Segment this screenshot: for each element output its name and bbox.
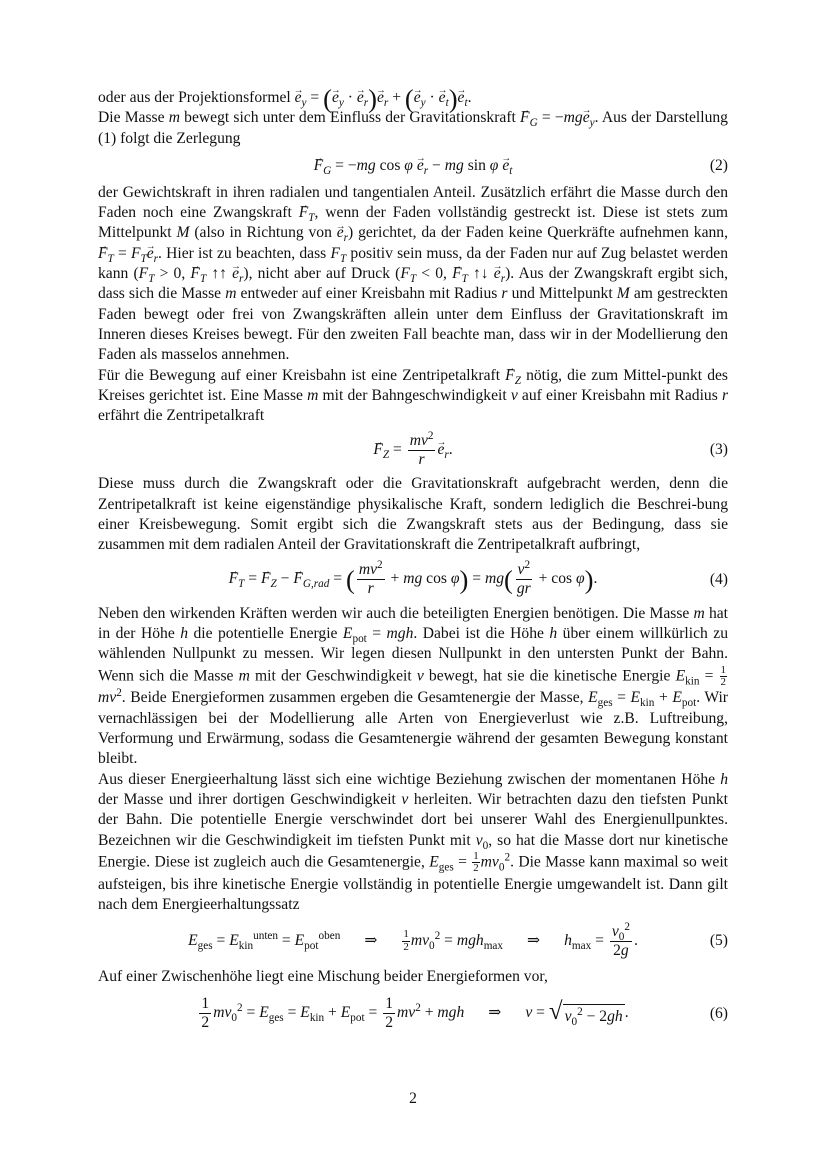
subscript: pot: [350, 1012, 365, 1025]
equation-number: (6): [709, 1004, 728, 1022]
text-span: bewegt sich unter dem Einfluss der Gravitationskraft: [180, 109, 521, 127]
text-span: am gestreckten Faden bewegt oder frei von Zwangskräften allein unter dem Einfluss der Gravitationskraft im Inneren dieses Kreises bewegt. Für den zweiten Fall beachte man, dass wir in der Modellierung den Faden als masselos annehmen.: [98, 285, 728, 364]
paragraph-energien: Neben den wirkenden Kräften werden wir auch die beteiligten Energien benötigen. Die Masse m hat in der Höhe h die potentielle Energie $E_{pot}$ = mgh. Dabei ist die Höhe h über einem willkürlich zu wählenden Nullpunkt zu messen. Wir legen diesen Nullpunkt in den untersten Punkt der Bahn. Wenn sich die Masse m mit der Geschwindigkeit v bewegt, hat sie die kinetische Energie $E_{kin}$ = $\frac{1}{2}$ $mv^2$. Beide Energieformen zusammen ergeben die Gesamtenergie der Masse, $E_{ges} = E_{kin} + E_{pot}$. Wir vernachlässigen bei der Modellierung alle Arten von Energieverlust wie z.B. Luftreibung, Verformung und Erwärmung, sodass die Gesamtenergie während der gesamten Bewegung konstant bleibt.: [98, 604, 729, 768]
subscript: pot: [681, 697, 697, 710]
text-span: auf einer Kreisbahn mit Radius: [517, 386, 722, 404]
text-span: über einem willkürlich zu wählenden Nullpunkt zu messen. Wir legen diesen Nullpunkt in den untersten Punkt der Bahn. Wenn sich die Masse: [98, 624, 728, 685]
text-span: der Gewichtskraft in ihren radialen und tangentialen Anteil. Zusätzlich erfährt die Masse durch den Faden noch eine Zwangskraft: [98, 183, 728, 222]
subscript: ges: [438, 861, 454, 874]
paragraph-bedingung: Diese muss durch die Zwangskraft oder die Gravitationskraft aufgebracht werden, denn die Zentripetalkraft ist keine eigenständige physikalische Kraft, sondern lediglich die Beschrei-bung einer Kreisbewegung. Somit ergibt sich die Zwangskraft stets aus der Bedingung, dass sie zusammen mit dem radialen Anteil der Gravitationskraft die Zentripetalkraft aufbringt,: [98, 475, 728, 554]
equation-number: (4): [709, 570, 728, 588]
text-span: bewegt, hat sie die kinetische Energie: [423, 667, 676, 685]
equation-3: → $F_Z$ = $\frac{mv^2}{r}$ → $e_r$. (3): [98, 426, 728, 474]
subscript: max: [483, 940, 504, 953]
superscript: oben: [318, 929, 341, 942]
text-span: Die Masse: [98, 109, 169, 127]
text-span: . Dabei ist die Höhe: [413, 624, 550, 642]
equation-number: (2): [709, 156, 728, 174]
paragraph-zentripetal: Für die Bewegung auf einer Kreisbahn ist eine Zentripetalkraft → $F_Z$ nötig, die zum Mittel-punkt des Kreises gerichtet ist. Eine Masse m mit der Bahngeschwindigkeit v auf einer Kreisbahn mit Radius r erfährt die Zentripetalkraft: [98, 366, 728, 427]
text-span: Neben den wirkenden Kräften werden wir auch die beteiligten Energien benötigen. Die Masse: [98, 604, 694, 622]
equation-6: $\frac{1}{2}$ $mv_0^2 = E_{ges} = E_{kin} + E_{pot}$ = $\frac{1}{2}$ $mv^2$ + mgh ⇒ v = √ $v_0^2 - 2gh$ . (6): [201, 995, 728, 1032]
text-span: mit der Geschwindigkeit: [249, 667, 417, 685]
paragraph-zwischenhoehe: Auf einer Zwischenhöhe liegt eine Mischung beider Energieformen vor,: [98, 968, 548, 986]
text-span: die potentielle Energie: [188, 624, 343, 642]
equation-4: → $F_T$ = → $F_Z$ − → $F_{G,rad}$ = ( $\frac{mv^2}{r}$ + mg cos φ) = mg( $\frac{v^2}{gr}$ + cos φ). (4): [98, 556, 728, 604]
subscript: kin: [238, 940, 254, 953]
text-span: positiv sein muss, da der Faden nur auf Zug belastet werden kann (: [98, 244, 728, 283]
subscript: kin: [685, 675, 700, 688]
subscript: pot: [352, 633, 367, 646]
text-span: der Masse und ihrer dortigen Geschwindigkeit: [98, 790, 402, 808]
equation-number: (5): [709, 932, 728, 950]
text-span: Für die Bewegung auf einer Kreisbahn ist eine Zentripetalkraft: [98, 366, 506, 384]
text-span: Aus dieser Energieerhaltung lässt sich eine wichtige Beziehung zwischen der momentanen Höhe: [98, 770, 721, 788]
subscript: kin: [309, 1012, 325, 1025]
page-number: 2: [409, 1090, 417, 1107]
equation-5: $E_{ges} = E_{kin}^{unten} = E_{pot}^{oben}$ ⇒ $\frac{1}{2}$ $mv_0^2 = mgh_{max}$ ⇒ $h_{max}$ = $\frac{v_0^2}{2g}$ . (5): [188, 920, 728, 959]
text-span: oder aus der Projektionsformel: [98, 89, 295, 106]
subscript: ges: [597, 697, 613, 710]
text-span: mit der Bahngeschwindigkeit: [318, 386, 511, 404]
subscript: G,rad: [302, 578, 330, 591]
text-span: . Wir vernachlässigen bei der Modellierung alle Arten von Energieverlust wie z.B. Luftreibung, Verformung und Erwärmung, sodass die Gesamtenergie während der gesamten Bewegung konstant bleibt.: [98, 689, 729, 768]
text-span: . Die Masse kann maximal so weit aufsteigen, bis ihre kinetische Energie vollständig in potentielle Energie umgewandelt ist. Dann gilt nach dem Energieerhaltungssatz: [98, 853, 729, 914]
subscript: max: [571, 940, 592, 953]
text-span: . Hier ist zu beachten, dass: [158, 244, 331, 262]
text-span: , wenn der Faden vollständig gestreckt ist. Diese ist stets zum Mittelpunkt: [98, 204, 728, 242]
superscript: unten: [253, 929, 279, 942]
paragraph-gravitation: Die Masse m bewegt sich unter dem Einfluss der Gravitationskraft → $F_G = -mg\to e_y$. Aus der Darstellung (1) folgt die Zerlegung: [98, 108, 728, 149]
subscript: pot: [304, 940, 319, 953]
text-span: ). Aus der Zwangskraft ergibt sich, dass sich die Masse: [98, 265, 729, 303]
text-span: . Beide Energieformen zusammen ergeben die Gesamtenergie der Masse,: [121, 689, 589, 707]
subscript: ges: [197, 940, 213, 953]
subscript: kin: [640, 697, 655, 710]
equation-2: → $F_G = -mg$ $\cos \varphi \to e_r$ − mg $\sin \varphi \to e_t$ (2): [98, 149, 728, 183]
text-span: erfährt die Zentripetalkraft: [98, 407, 265, 425]
text-span: , so hat die Masse dort nur kinetische Energie. Diese ist zugleich auch die Gesamtenergie,: [98, 831, 728, 871]
text-span: ) gerichtet, da der Faden keine Querkräfte aufnehmen kann,: [348, 224, 728, 242]
text-span: herleiten. Wir betrachten dazu den tiefsten Punkt der Bahn. Die potentielle Energie verschwindet dort bei unserer Wahl des Energienullpunktes. Bezeichnen wir die Geschwindigkeit im tiefsten Punkt mit: [98, 790, 728, 849]
document-page: [98, 83, 729, 1040]
text-span: . Aus der Darstellung (1) folgt die Zerlegung: [98, 109, 728, 147]
text-span: ), nicht aber auf Druck (: [243, 265, 401, 283]
text-span: hat in der Höhe: [98, 604, 728, 642]
equation-number: (3): [709, 441, 728, 459]
paragraph-energieerhaltung: Aus dieser Energieerhaltung lässt sich eine wichtige Beziehung zwischen der momentanen Höhe h der Masse und ihrer dortigen Geschwindigkeit v herleiten. Wir betrachten dazu den tiefsten Punkt der Bahn. Die potentielle Energie verschwindet dort bei unserer Wahl des Energienullpunktes. Bezeichnen wir die Geschwindigkeit im tiefsten Punkt mit $v_0$, so hat die Masse dort nur kinetische Energie. Diese ist zugleich auch die Gesamtenergie, $E_{ges}$ = $\frac{1}{2}$ $mv_0^2$. Die Masse kann maximal so weit aufsteigen, bis ihre kinetische Energie vollständig in potentielle Energie umgewandelt ist. Dann gilt nach dem Energieerhaltungssatz: [98, 770, 729, 914]
paragraph-projection: oder aus der Projektionsformel → $e_y$ = (→ $e_y$ · → $e_r)\to e_r$ + (→ $e_y$ · → $e_t)\to e_t$.: [98, 88, 728, 108]
subscript: ges: [268, 1012, 284, 1025]
text-span: entweder auf einer Kreisbahn mit Radius: [236, 285, 502, 303]
paragraph-zwangskraft: der Gewichtskraft in ihren radialen und tangentialen Anteil. Zusätzlich erfährt die Masse durch den Faden noch eine Zwangskraft → $F_T$, wenn der Faden vollständig gestreckt ist. Diese ist stets zum Mittelpunkt M (also in Richtung von → $e_r$) gerichtet, da der Faden keine Querkräfte aufnehmen kann, → $F_T = F_T\to e_r$. Hier ist zu beachten, dass $F_T$ positiv sein muss, da der Faden nur auf Zug belastet werden kann ($F_T > 0$, → $F_T$ ↑↑ → $e_r$), nicht aber auf Druck ($F_T < 0$, → $F_T$ ↑↓ → $e_r$). Aus der Zwangskraft ergibt sich, dass sich die Masse m entweder auf einer Kreisbahn mit Radius r und Mittelpunkt M am gestreckten Faden bewegt oder frei von Zwangskräften allein unter dem Einfluss der Gravitationskraft im Inneren dieses Kreises bewegt. Für den zweiten Fall beachte man, dass wir in der Modellierung den Faden als masselos annehmen.: [98, 183, 728, 366]
text-span: nötig, die zum Mittel-punkt des Kreises gerichtet ist. Eine Masse: [98, 366, 729, 404]
text-span: (also in Richtung von: [189, 224, 337, 242]
text-span: und Mittelpunkt: [507, 285, 617, 303]
